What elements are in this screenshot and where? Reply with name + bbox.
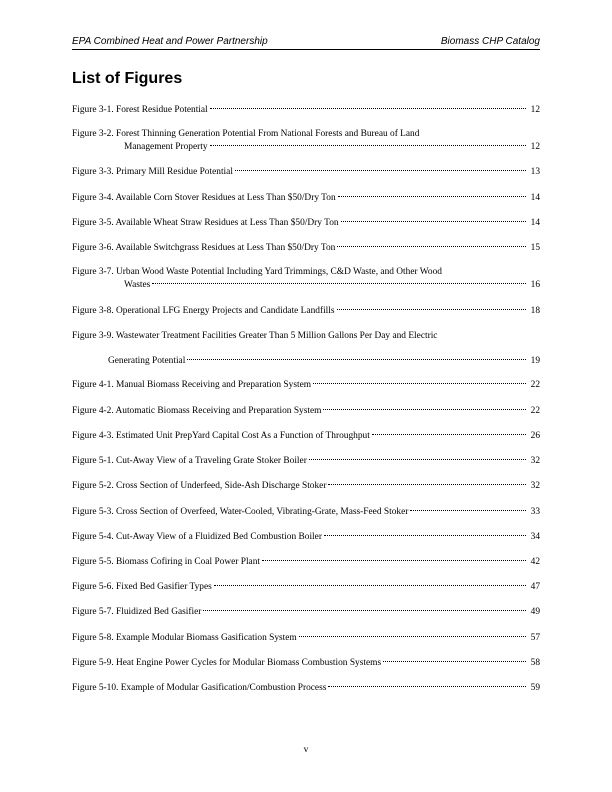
figure-entry[interactable] bbox=[72, 330, 540, 368]
figure-title: Figure 5-3. Cross Section of Overfeed, Water-Cooled, Vibrating-Grate, Mass-Feed Stoker bbox=[72, 507, 409, 517]
figure-entry[interactable] bbox=[72, 632, 540, 645]
figure-page-number: 58 bbox=[530, 658, 540, 668]
leader-dots bbox=[328, 484, 526, 485]
leader-dots bbox=[309, 459, 526, 460]
figure-title: Figure 5-6. Fixed Bed Gasifier Types bbox=[72, 582, 212, 592]
figure-page-number: 14 bbox=[530, 193, 540, 203]
figure-title: Figure 3-5. Available Wheat Straw Residues at Less Than $50/Dry Ton bbox=[72, 218, 339, 228]
figure-entry[interactable] bbox=[72, 531, 540, 544]
figure-page-number: 22 bbox=[530, 406, 540, 416]
figure-title: Figure 3-8. Operational LFG Energy Projects and Candidate Landfills bbox=[72, 306, 335, 316]
figure-title-continued: Wastes bbox=[124, 280, 151, 290]
header-right: Biomass CHP Catalog bbox=[440, 36, 540, 47]
leader-dots bbox=[210, 145, 526, 146]
leader-dots bbox=[152, 283, 526, 284]
leader-dots bbox=[262, 560, 526, 561]
figure-page-number: 14 bbox=[530, 218, 540, 228]
figure-title: Figure 5-1. Cut-Away View of a Traveling Grate Stoker Boiler bbox=[72, 456, 307, 466]
leader-dots bbox=[383, 661, 526, 662]
figure-title: Figure 3-7. Urban Wood Waste Potential Including Yard Trimmings, C&D Waste, and Other Wood bbox=[72, 267, 442, 277]
figure-page-number: 57 bbox=[530, 633, 540, 643]
figure-title: Figure 5-5. Biomass Cofiring in Coal Power Plant bbox=[72, 557, 261, 567]
leader-dots bbox=[210, 108, 526, 109]
figure-page-number: 13 bbox=[530, 167, 540, 177]
figure-page-number: 32 bbox=[530, 456, 540, 466]
figure-page-number: 32 bbox=[530, 481, 540, 491]
figure-entry[interactable] bbox=[72, 128, 540, 154]
figure-entry[interactable] bbox=[72, 379, 540, 392]
figure-page-number: 18 bbox=[530, 306, 540, 316]
figure-page-number: 26 bbox=[530, 431, 540, 441]
figure-page-number: 33 bbox=[530, 507, 540, 517]
figure-entry[interactable] bbox=[72, 405, 540, 418]
figure-entry[interactable] bbox=[72, 581, 540, 594]
figure-title: Figure 3-6. Available Switchgrass Residues at Less Than $50/Dry Ton bbox=[72, 243, 336, 253]
figure-title: Figure 4-1. Manual Biomass Receiving and Preparation System bbox=[72, 380, 312, 390]
leader-dots bbox=[214, 585, 526, 586]
figure-title: Figure 4-3. Estimated Unit PrepYard Capital Cost As a Function of Throughput bbox=[72, 431, 370, 441]
leader-dots bbox=[372, 434, 526, 435]
figure-page-number: 42 bbox=[530, 557, 540, 567]
figure-page-number: 12 bbox=[530, 142, 540, 152]
figure-page-number: 59 bbox=[530, 683, 540, 693]
figure-page-number: 16 bbox=[530, 280, 540, 290]
figure-title: Figure 4-2. Automatic Biomass Receiving and Preparation System bbox=[72, 406, 322, 416]
figure-page-number: 19 bbox=[530, 356, 540, 366]
figure-entry[interactable] bbox=[72, 266, 540, 292]
figure-title: Figure 3-1. Forest Residue Potential bbox=[72, 105, 208, 115]
figure-title: Figure 5-9. Heat Engine Power Cycles for Modular Biomass Combustion Systems bbox=[72, 658, 382, 668]
leader-dots bbox=[410, 510, 526, 511]
leader-dots bbox=[337, 246, 526, 247]
figure-title-continued: Generating Potential bbox=[108, 356, 186, 366]
figure-entry[interactable] bbox=[72, 682, 540, 695]
leader-dots bbox=[341, 221, 526, 222]
figure-title: Figure 5-10. Example of Modular Gasification/Combustion Process bbox=[72, 683, 327, 693]
figure-page-number: 22 bbox=[530, 380, 540, 390]
figure-page-number: 15 bbox=[530, 243, 540, 253]
leader-dots bbox=[324, 535, 526, 536]
figure-title: Figure 3-9. Wastewater Treatment Facilities Greater Than 5 Million Gallons Per Day and Electric bbox=[72, 331, 438, 341]
leader-dots bbox=[187, 359, 526, 360]
figure-entry[interactable] bbox=[72, 430, 540, 443]
header-left: EPA Combined Heat and Power Partnership bbox=[72, 36, 268, 47]
figure-entry[interactable] bbox=[72, 556, 540, 569]
figure-entry[interactable] bbox=[72, 104, 540, 117]
figure-page-number: 12 bbox=[530, 105, 540, 115]
figure-entry[interactable] bbox=[72, 242, 540, 255]
figure-entry[interactable] bbox=[72, 506, 540, 519]
figure-entry[interactable] bbox=[72, 657, 540, 670]
figure-title: Figure 5-7. Fluidized Bed Gasifier bbox=[72, 607, 202, 617]
figure-entry[interactable] bbox=[72, 217, 540, 230]
leader-dots bbox=[203, 610, 526, 611]
figure-title: Figure 3-2. Forest Thinning Generation Potential From National Forests and Bureau of Land bbox=[72, 129, 420, 139]
figure-page-number: 34 bbox=[530, 532, 540, 542]
figure-title: Figure 5-2. Cross Section of Underfeed, Side-Ash Discharge Stoker bbox=[72, 481, 327, 491]
figure-title: Figure 3-4. Available Corn Stover Residues at Less Than $50/Dry Ton bbox=[72, 193, 336, 203]
figure-entry[interactable] bbox=[72, 166, 540, 179]
figure-title: Figure 3-3. Primary Mill Residue Potential bbox=[72, 167, 233, 177]
leader-dots bbox=[313, 383, 526, 384]
figure-page-number: 49 bbox=[530, 607, 540, 617]
figure-entry[interactable] bbox=[72, 192, 540, 205]
figure-entry[interactable] bbox=[72, 480, 540, 493]
page-title: List of Figures bbox=[72, 70, 183, 87]
leader-dots bbox=[299, 636, 526, 637]
leader-dots bbox=[328, 686, 526, 687]
figure-title-continued: Management Property bbox=[124, 142, 208, 152]
figure-entry[interactable] bbox=[72, 455, 540, 468]
figure-title: Figure 5-4. Cut-Away View of a Fluidized Bed Combustion Boiler bbox=[72, 532, 322, 542]
figure-page-number: 47 bbox=[530, 582, 540, 592]
figure-entry[interactable] bbox=[72, 305, 540, 318]
figure-title: Figure 5-8. Example Modular Biomass Gasification System bbox=[72, 633, 297, 643]
leader-dots bbox=[338, 196, 526, 197]
figure-entry[interactable] bbox=[72, 606, 540, 619]
running-header bbox=[72, 36, 540, 50]
page-number: v bbox=[303, 745, 309, 755]
leader-dots bbox=[323, 409, 526, 410]
leader-dots bbox=[235, 170, 526, 171]
leader-dots bbox=[337, 309, 526, 310]
